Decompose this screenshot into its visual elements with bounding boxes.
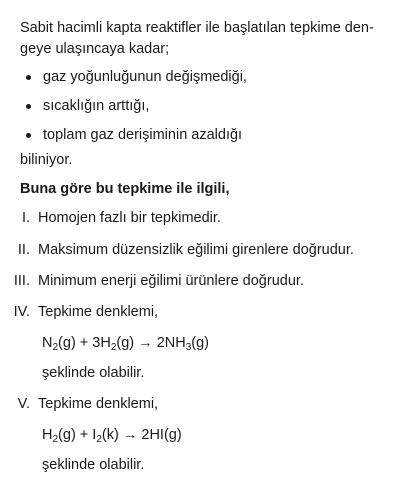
condition-item <box>26 63 247 92</box>
condition-item <box>26 92 247 121</box>
eq-term: (g) + I <box>58 427 97 443</box>
statement-iii <box>0 273 304 289</box>
eq-subscript: 2 <box>96 434 102 445</box>
condition-text: gaz yoğunluğunun değişmediği, <box>43 69 247 85</box>
statement-text: Tepkime denklemi, <box>38 396 159 412</box>
eq-term: 2HI(g) <box>141 427 182 443</box>
eq-term: H <box>42 427 53 443</box>
equation-suffix-iv: şeklinde olabilir. <box>42 365 145 381</box>
equation-v <box>42 427 182 443</box>
condition-item <box>26 121 247 150</box>
eq-term: (g) <box>191 335 210 351</box>
bullet-icon <box>26 104 31 109</box>
statement-ii <box>0 242 354 258</box>
question-stem: Sabit hacimli kapta reaktifler ile başlatılan tepkime den-geye ulaşıncaya kadar; <box>20 20 374 57</box>
known-line: biliniyor. <box>20 152 73 168</box>
bullet-icon <box>26 75 31 80</box>
equation-suffix-v: şeklinde olabilir. <box>42 457 145 473</box>
reaction-arrow-icon: → <box>118 427 142 443</box>
statement-text: Homojen fazlı bir tepkimedir. <box>38 210 221 226</box>
statement-text: Tepkime denklemi, <box>38 304 159 320</box>
question-prompt: Buna göre bu tepkime ile ilgili, <box>20 181 230 197</box>
eq-term: (g) + 3H <box>58 335 111 351</box>
eq-subscript: 2 <box>110 342 117 353</box>
reaction-arrow-icon: → <box>134 335 157 351</box>
eq-term: (g) <box>116 335 135 351</box>
eq-term: 2NH <box>156 335 186 351</box>
statement-i <box>0 210 221 226</box>
eq-term: N <box>42 335 53 351</box>
bullet-icon <box>26 133 31 138</box>
eq-subscript: 2 <box>52 342 59 353</box>
eq-term: (k) <box>101 427 119 443</box>
equation-iv <box>42 335 209 351</box>
condition-text: sıcaklığın arttığı, <box>43 98 150 114</box>
statement-iv <box>0 304 158 320</box>
statement-number: IV. <box>13 304 30 320</box>
statement-text: Maksimum düzensizlik eğilimi girenlere doğrudur. <box>38 242 354 258</box>
statement-v <box>0 396 158 412</box>
statement-text: Minimum enerji eğilimi ürünlere doğrudur. <box>38 273 304 289</box>
statement-number: III. <box>13 273 30 289</box>
condition-text: toplam gaz derişiminin azaldığı <box>43 127 243 143</box>
statement-number: I. <box>21 210 30 226</box>
eq-subscript: 2 <box>52 434 59 445</box>
statement-number: V. <box>17 396 30 412</box>
eq-subscript: 3 <box>185 342 192 353</box>
statement-number: II. <box>17 242 30 258</box>
condition-list <box>26 63 247 150</box>
